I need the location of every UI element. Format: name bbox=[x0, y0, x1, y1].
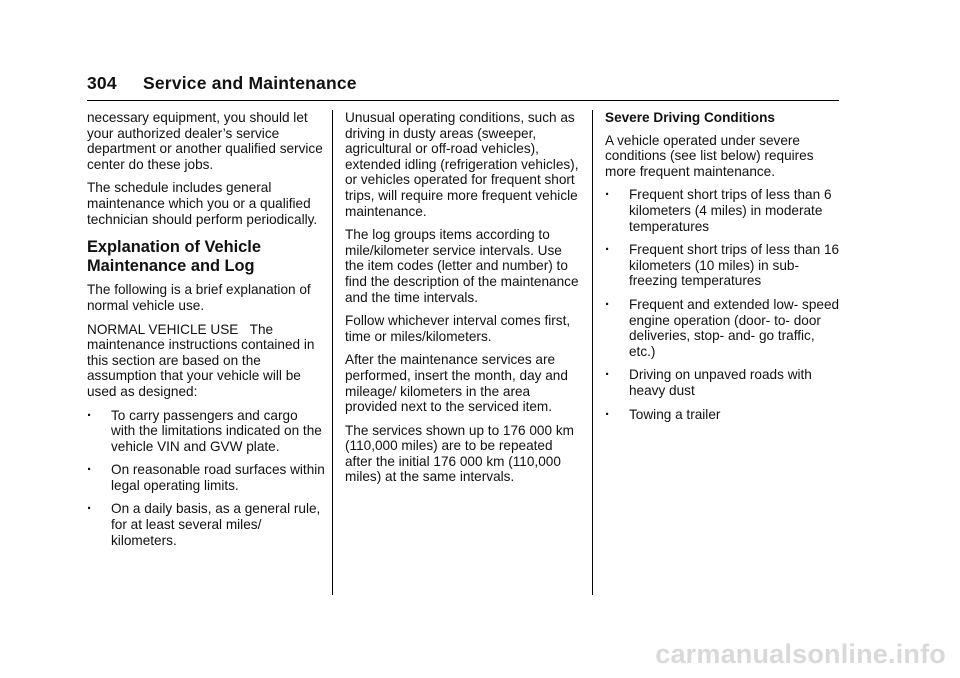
list-item-text: On reasonable road surfaces within legal operating limits. bbox=[111, 462, 325, 493]
heading-explanation bbox=[87, 238, 325, 275]
list-item bbox=[605, 237, 841, 289]
column-divider bbox=[332, 110, 333, 595]
list-item-text: Towing a trailer bbox=[629, 406, 721, 422]
heading-severe-driving: Severe Driving Conditions bbox=[605, 110, 775, 125]
list-item bbox=[605, 362, 841, 398]
list-item-text: Frequent short trips of less than 16 kilometers (10 miles) in sub- freezing temperatures bbox=[629, 242, 840, 289]
list-item-text: To carry passengers and cargo with the limitations indicated on the vehicle VIN and GVW plate. bbox=[111, 407, 322, 454]
bullet-marker: . bbox=[605, 401, 610, 419]
page-header bbox=[87, 70, 839, 101]
paragraph-equipment: necessary equipment, you should let your authorized dealer’s service department or another qualified service center do these jobs. bbox=[87, 110, 323, 172]
paragraph-schedule: The schedule includes general maintenance which you or a qualified technician should perform periodically. bbox=[87, 180, 318, 227]
paragraph-after-services: After the maintenance services are performed, insert the month, day and mileage/ kilometers in the area provided next to the serviced item. bbox=[345, 352, 568, 415]
page-number: 304 bbox=[87, 73, 117, 93]
column-divider bbox=[592, 110, 593, 595]
list-item-text: On a daily basis, as a general rule, for at least several miles/ kilometers. bbox=[111, 501, 321, 548]
bullet-marker: . bbox=[605, 182, 610, 200]
bullet-marker: . bbox=[87, 496, 92, 514]
watermark: carmanualsonline.info bbox=[655, 639, 946, 669]
column-left bbox=[87, 110, 325, 556]
list-item-text: Driving on unpaved roads with heavy dust bbox=[629, 367, 812, 398]
list-item bbox=[605, 291, 841, 359]
bullet-marker: . bbox=[605, 362, 610, 380]
column-right bbox=[605, 110, 841, 430]
paragraph-log-groups: The log groups items according to mile/kilometer service intervals. Use the item codes (letter and number) to find the description of the maintenance and the time intervals. bbox=[345, 227, 579, 305]
normal-use-list bbox=[87, 402, 325, 549]
list-item-text: Frequent and extended low- speed engine operation (door- to- door deliveries, stop- and- go traffic, etc.) bbox=[629, 296, 840, 359]
paragraph-severe-conditions: A vehicle operated under severe conditions (see list below) requires more frequent maintenance. bbox=[605, 132, 814, 179]
section-title: Service and Maintenance bbox=[143, 73, 357, 93]
bullet-marker: . bbox=[605, 237, 610, 255]
bullet-marker: . bbox=[605, 291, 610, 309]
column-middle bbox=[345, 110, 581, 493]
paragraph-interval: Follow whichever interval comes first, time or miles/kilometers. bbox=[345, 313, 571, 344]
list-item bbox=[605, 182, 841, 234]
paragraph-services-repeat: The services shown up to 176 000 km (110,000 miles) are to be repeated after the initial 176 000 km (110,000 miles) at the same intervals. bbox=[345, 422, 574, 485]
paragraph-unusual-conditions: Unusual operating conditions, such as driving in dusty areas (sweeper, agricultural or off-road vehicles), extended idling (refrigeration vehicles), or vehicles operated for frequent short trips, will require more frequent vehicle maintenance. bbox=[345, 110, 579, 219]
list-item bbox=[87, 402, 325, 455]
heading-explanation-line1: Explanation of Vehicle bbox=[87, 238, 261, 257]
heading-explanation-line2: Maintenance and Log bbox=[87, 256, 255, 275]
list-item bbox=[605, 401, 841, 423]
bullet-marker: . bbox=[87, 457, 92, 475]
severe-conditions-list bbox=[605, 182, 841, 422]
paragraph-normal-vehicle-use: NORMAL VEHICLE USE The maintenance instructions contained in this section are based on the assumption that your vehicle will be used as designed: bbox=[87, 321, 315, 399]
list-item-text: Frequent short trips of less than 6 kilometers (4 miles) in moderate temperatures bbox=[629, 187, 832, 234]
list-item bbox=[87, 457, 325, 493]
paragraph-brief-explanation: The following is a brief explanation of normal vehicle use. bbox=[87, 282, 311, 313]
bullet-marker: . bbox=[87, 402, 92, 420]
list-item bbox=[87, 496, 325, 548]
